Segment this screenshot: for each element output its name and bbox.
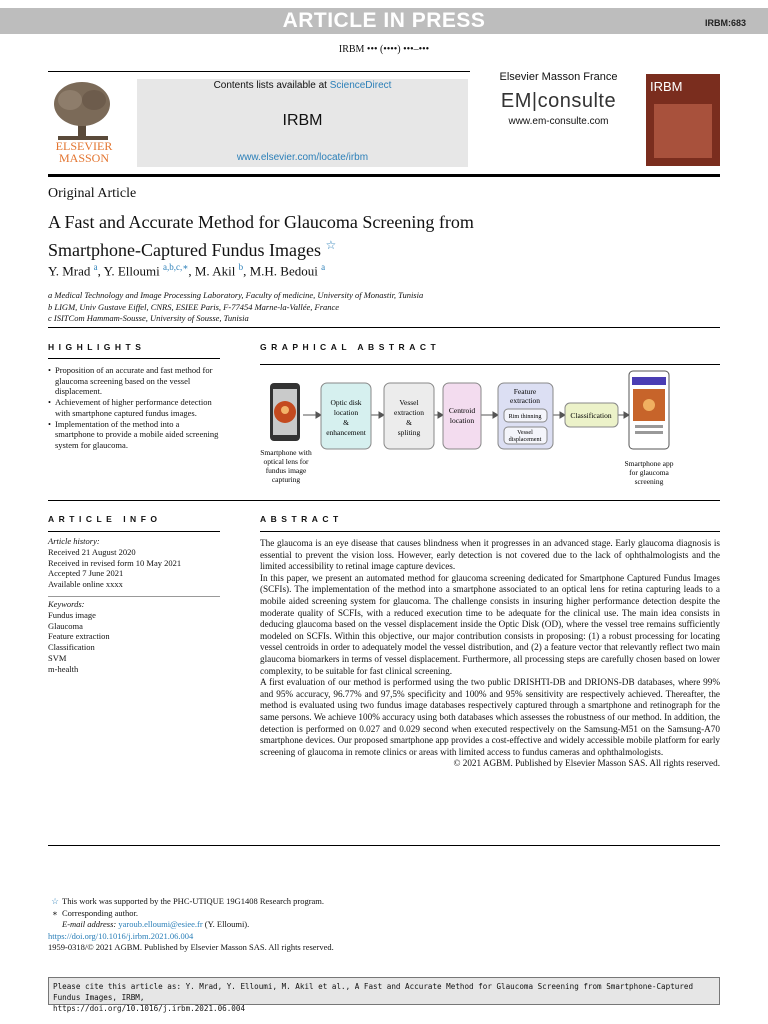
- journal-homepage-link[interactable]: www.elsevier.com/locate/irbm: [236, 152, 369, 163]
- header-bottom-rule: [48, 174, 720, 177]
- citation-line-2[interactable]: https://doi.org/10.1016/j.irbm.2021.06.004: [53, 1004, 246, 1013]
- ga-box1-line: enhancement: [326, 428, 366, 437]
- abstract-copyright: © 2021 AGBM. Published by Elsevier Masson SAS. All rights reserved.: [453, 758, 720, 769]
- funding-footnote-mark: ☆: [51, 896, 59, 906]
- abstract-rule: [260, 531, 720, 532]
- email-link[interactable]: yaroub.elloumi@esiee.fr: [118, 919, 203, 929]
- ga-box1-line: &: [343, 418, 349, 427]
- affiliations-rule: [48, 327, 720, 328]
- highlights-heading: HIGHLIGHTS: [48, 342, 146, 352]
- author-name: Y. Mrad: [48, 263, 91, 279]
- abstract-paragraph: The glaucoma is an eye disease that causes blindness when it progresses in an advanced stage. Early glaucoma diagnosis is essential to prevent the vision loss. However, early detection is not covered due to the lack of ophthalmologists and the limited accessibility to retinal image capture devices.: [260, 538, 720, 572]
- article-title-line-2: Smartphone-Captured Fundus Images: [48, 240, 321, 260]
- article-info-block: [48, 536, 220, 675]
- banner-title: ARTICLE IN PRESS: [282, 9, 486, 32]
- ga-left-caption-line: Smartphone with: [260, 448, 312, 457]
- author-affiliation-sup[interactable]: a,b,c,∗: [163, 262, 189, 272]
- graphical-abstract-heading: GRAPHICAL ABSTRACT: [260, 342, 441, 352]
- ga-box1-line: location: [333, 408, 359, 417]
- article-title-line-1: A Fast and Accurate Method for Glaucoma Screening from: [48, 212, 474, 232]
- keywords-divider: [48, 596, 220, 597]
- graphical-abstract-bottom-rule: [48, 500, 720, 501]
- author-affiliation-sup[interactable]: a: [93, 262, 98, 272]
- funding-note: This work was supported by the PHC-UTIQUE 19G1408 Research program.: [62, 896, 325, 906]
- ga-box2-line: extraction: [394, 408, 424, 417]
- author-name: M. Akil: [194, 263, 236, 279]
- doi-link[interactable]: https://doi.org/10.1016/j.irbm.2021.06.004: [48, 930, 194, 941]
- ga-box3-line: Centroid: [448, 406, 476, 415]
- abstract-paragraph: In this paper, we present an automated method for glaucoma screening dedicated for Smartphone Captured Fundus Images (SCFIs). The implementation of the method into a smartphone associated to an optical lens for retina capturing leads to a mobile aided screening system for glaucoma. The challenge consists in insuring higher performance detection despite the moderate quality of SCFIs, with a reduced execution time to be adequate for the clinical use. The main idea consists in deducing glaucoma based on the vessel displacement inside the Optic Disk (OD), where the vessel tree remains sufficiently modeled on SCFIs. Within this objective, our major contribution consists in proposing: (1) a robust processing for locating vessel centroids in order to adequately model the vessel distribution, and (2) a feature vector that relevantly reflect two main glaucoma biomarkers in terms of vessel displacement. Furthermore, all processing steps are carefully chosen based on lower complexity, to be suitable for fast clinical screening.: [260, 572, 720, 676]
- abstract-body: [260, 538, 720, 770]
- title-footnote-star[interactable]: ☆: [325, 238, 337, 252]
- history-entry: Received 21 August 2020: [48, 546, 136, 557]
- ga-box2-line: Vessel: [399, 398, 419, 407]
- ga-box4-sub: Rim thinning: [508, 413, 542, 420]
- affiliation-b: b LIGM, Univ Gustave Eiffel, CNRS, ESIEE Paris, F-77454 Marne-la-Vallée, France: [48, 301, 340, 312]
- highlight-item: • Achievement of higher performance detection with smartphone captured fundus images.: [48, 397, 220, 418]
- contents-prefix: Contents lists available at: [213, 80, 330, 91]
- elsevier-masson-logo: [48, 78, 120, 166]
- publisher-name: Elsevier Masson France: [499, 71, 618, 83]
- journal-cover-image: [646, 74, 720, 166]
- keyword: Glaucoma: [48, 620, 83, 631]
- smartphone-app-icon: [629, 371, 669, 449]
- keyword: SVM: [48, 652, 67, 663]
- footnotes: [48, 896, 728, 954]
- affiliation-a: a Medical Technology and Image Processing Laboratory, Faculty of medicine, University of Monastir, Tunisia: [48, 290, 424, 300]
- graphical-abstract-rule: [260, 364, 720, 365]
- ga-box5-label: Classification: [570, 411, 612, 420]
- sciencedirect-link[interactable]: ScienceDirect: [329, 80, 392, 91]
- article-title: [48, 211, 568, 262]
- article-type: Original Article: [48, 186, 137, 201]
- email-label: E-mail address:: [62, 919, 117, 929]
- ga-right-caption-line: for glaucoma: [629, 468, 669, 477]
- cover-title: IRBM: [650, 79, 683, 94]
- logo-text-elsevier: ELSEVIER: [55, 139, 113, 153]
- graphical-abstract-figure: [258, 369, 720, 489]
- citation-line-1: Please cite this article as: Y. Mrad, Y. Elloumi, M. Akil et al., A Fast and Accurate Method for Glaucoma Screening from Smartphone-Captured Fundus Images, IRBM,: [53, 982, 694, 1002]
- keyword: Fundus image: [48, 609, 96, 620]
- affiliation-c: c ISITCom Hammam-Sousse, University of Sousse, Tunisia: [48, 313, 249, 323]
- keywords-label: Keywords:: [48, 598, 85, 609]
- smartphone-camera-icon: [270, 383, 300, 441]
- ga-left-caption-line: optical lens for: [263, 457, 309, 466]
- ga-right-caption-line: Smartphone app: [624, 459, 674, 468]
- history-entry: Received in revised form 10 May 2021: [48, 557, 182, 568]
- issn-copyright: 1959-0318/© 2021 AGBM. Published by Elsevier Masson SAS. All rights reserved.: [48, 942, 334, 952]
- ga-box3-line: location: [449, 416, 475, 425]
- citation-box: [48, 977, 720, 1013]
- author-affiliation-sup[interactable]: b: [238, 262, 244, 272]
- ga-box4-sub: Vessel: [517, 429, 533, 436]
- ga-left-caption-line: fundus image: [265, 466, 307, 475]
- corresponding-mark: ∗: [52, 907, 58, 918]
- ga-box2-line: spliting: [397, 428, 421, 437]
- article-info-rule: [48, 531, 220, 532]
- logo-text-masson: MASSON: [58, 151, 109, 165]
- highlights-rule: [48, 358, 220, 359]
- email-owner: (Y. Elloumi).: [204, 919, 250, 929]
- header-top-rule: [48, 71, 470, 72]
- keyword: Classification: [48, 642, 95, 653]
- ga-box1-line: Optic disk: [330, 398, 362, 407]
- author-name: M.H. Bedoui: [249, 263, 318, 279]
- keyword: Feature extraction: [48, 631, 110, 642]
- article-info-heading: ARTICLE INFO: [48, 514, 162, 524]
- abstract-paragraph: A first evaluation of our method is performed using the two public DRISHTI-DB and DRIONS-DB databases, where 99% and 95% accuracy, 96.77% and 97,5% specificity and 100% and 95% sensitivity are respectively achieved. Thereafter, the method is evaluated using two fundus image databases respectively captured through a smartphone and retinograph for the same persons. We achieve 100% accuracy using both databases which assesses the robustness of our method. In addition, the detection is performed on 0.027 and 0.029 second when executed respectively on the Samsung-M51 on the Samsung-A70 smartphone devices. Our proposed smartphone app provides a cost-effective and widely accessible mobile platform for early screening of glaucoma in remote clinics or areas with limited access to fundus cameras and ophthalmologists.: [260, 677, 720, 757]
- ga-box4-title: extraction: [510, 396, 540, 405]
- article-history-label: Article history:: [48, 536, 100, 546]
- author-list: Y. Mrad $^a$, Y. Elloumi $^{a,b,c,∗}$, M. Akil $^b$, M.H. Bedoui $^a$: [48, 262, 326, 279]
- history-entry: Accepted 7 June 2021: [48, 568, 124, 579]
- ga-box2-line: &: [406, 418, 412, 427]
- journal-name: IRBM: [282, 112, 323, 129]
- author-affiliation-sup[interactable]: a: [321, 262, 326, 272]
- abstract-heading: ABSTRACT: [260, 514, 343, 524]
- ga-box4-sub: displacement: [508, 436, 542, 443]
- cover-artwork: [654, 104, 712, 158]
- history-entry: Available online xxxx: [48, 579, 123, 590]
- ga-right-caption-line: screening: [634, 477, 664, 486]
- ga-box4-title: Feature: [513, 387, 537, 396]
- citation-text: [53, 981, 715, 1014]
- author-name: Y. Elloumi: [103, 263, 160, 279]
- em-consulte-logo: EM|consulte: [500, 90, 617, 112]
- highlights-list: [48, 365, 220, 451]
- affiliation-list: [48, 290, 423, 325]
- corresponding-author-note: Corresponding author.: [62, 907, 139, 918]
- abstract-bottom-rule: [48, 845, 720, 846]
- highlight-item: • Proposition of an accurate and fast method for glaucoma screening based on the vessel displacement.: [48, 365, 220, 397]
- ga-left-caption-line: capturing: [271, 475, 301, 484]
- journal-issue-line: IRBM ••• (••••) •••–•••: [338, 44, 430, 55]
- keyword: m-health: [48, 663, 79, 674]
- highlight-item: • Implementation of the method into a smartphone to provide a mobile aided screening system for glaucoma.: [48, 419, 220, 451]
- em-consulte-link[interactable]: www.em-consulte.com: [508, 116, 609, 127]
- banner-article-id: IRBM:683: [704, 18, 746, 28]
- contents-available-line: [137, 80, 468, 91]
